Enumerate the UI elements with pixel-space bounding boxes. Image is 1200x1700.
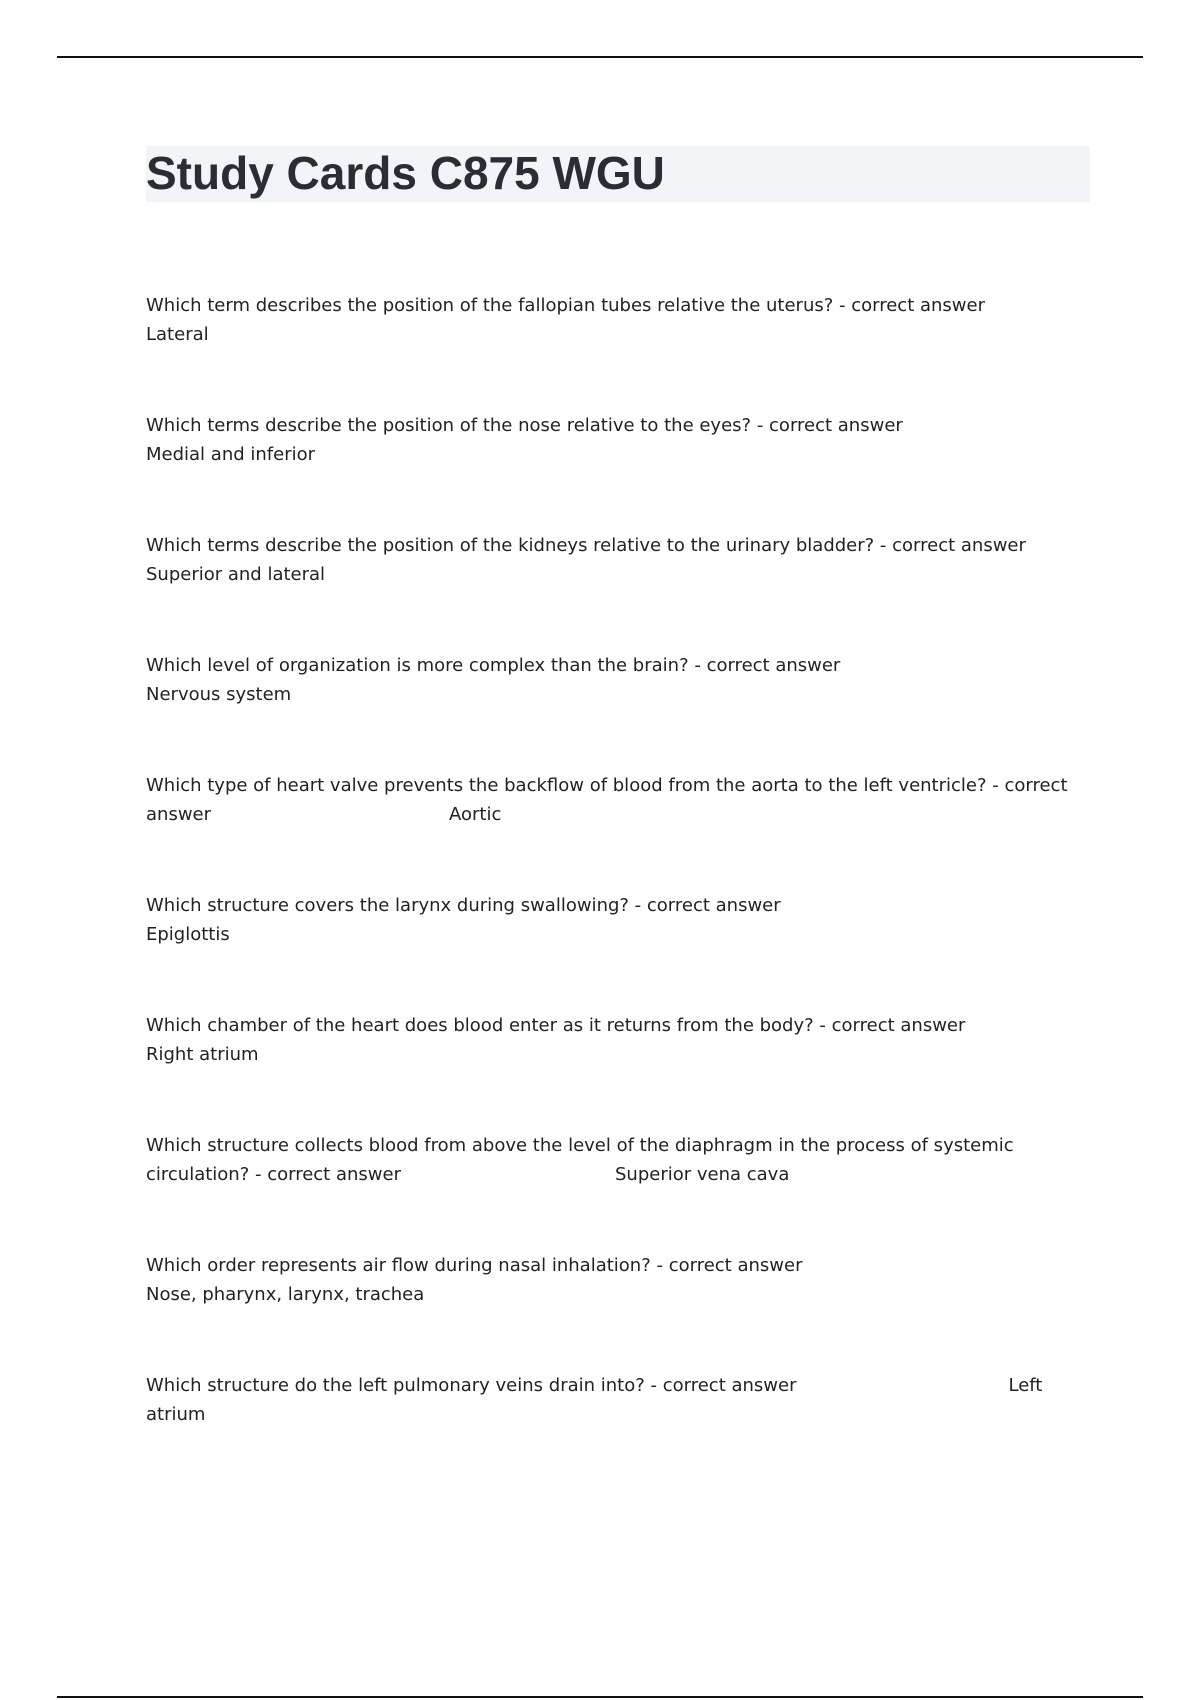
card-answer-continued: atrium xyxy=(146,1404,206,1425)
top-rule xyxy=(57,56,1143,58)
card-question-tail: answer xyxy=(146,804,212,825)
study-card xyxy=(146,771,1076,829)
card-answer: Lateral xyxy=(146,324,209,345)
card-answer: Left xyxy=(1008,1375,1043,1396)
bottom-rule xyxy=(57,1696,1143,1698)
card-question: Which structure collects blood from above the level of the diaphragm in the process of systemic xyxy=(146,1135,1014,1156)
study-card xyxy=(146,1251,1076,1309)
study-card xyxy=(146,1371,1076,1429)
card-answer: Epiglottis xyxy=(146,924,230,945)
card-question: Which type of heart valve prevents the backflow of blood from the aorta to the left ventricle? - correct xyxy=(146,775,1068,796)
card-question: Which chamber of the heart does blood enter as it returns from the body? - correct answer xyxy=(146,1015,966,1036)
card-answer: Superior and lateral xyxy=(146,564,326,585)
card-question: Which level of organization is more complex than the brain? - correct answer xyxy=(146,655,841,676)
card-question-continued xyxy=(146,800,1076,829)
card-question-tail: circulation? - correct answer xyxy=(146,1164,401,1185)
study-card xyxy=(146,291,1076,349)
card-question: Which structure do the left pulmonary veins drain into? - correct answer xyxy=(146,1375,797,1396)
card-question-continued xyxy=(146,1160,1076,1189)
study-card xyxy=(146,531,1076,589)
card-question-with-answer xyxy=(146,1371,1076,1400)
card-answer: Medial and inferior xyxy=(146,444,316,465)
card-question: Which structure covers the larynx during swallowing? - correct answer xyxy=(146,895,781,916)
card-question: Which order represents air flow during nasal inhalation? - correct answer xyxy=(146,1255,803,1276)
document-title: Study Cards C875 WGU xyxy=(146,147,665,199)
card-question: Which term describes the position of the fallopian tubes relative the uterus? - correct answer xyxy=(146,295,985,316)
card-answer: Nose, pharynx, larynx, trachea xyxy=(146,1284,425,1305)
card-answer: Nervous system xyxy=(146,684,292,705)
study-card xyxy=(146,411,1076,469)
card-question: Which terms describe the position of the kidneys relative to the urinary bladder? - correct answer xyxy=(146,535,1026,556)
card-answer: Aortic xyxy=(449,804,502,825)
card-question: Which terms describe the position of the nose relative to the eyes? - correct answer xyxy=(146,415,903,436)
card-answer: Superior vena cava xyxy=(614,1164,790,1185)
study-card xyxy=(146,1011,1076,1069)
study-card xyxy=(146,1131,1076,1189)
card-answer: Right atrium xyxy=(146,1044,259,1065)
study-card xyxy=(146,651,1076,709)
study-card xyxy=(146,891,1076,949)
